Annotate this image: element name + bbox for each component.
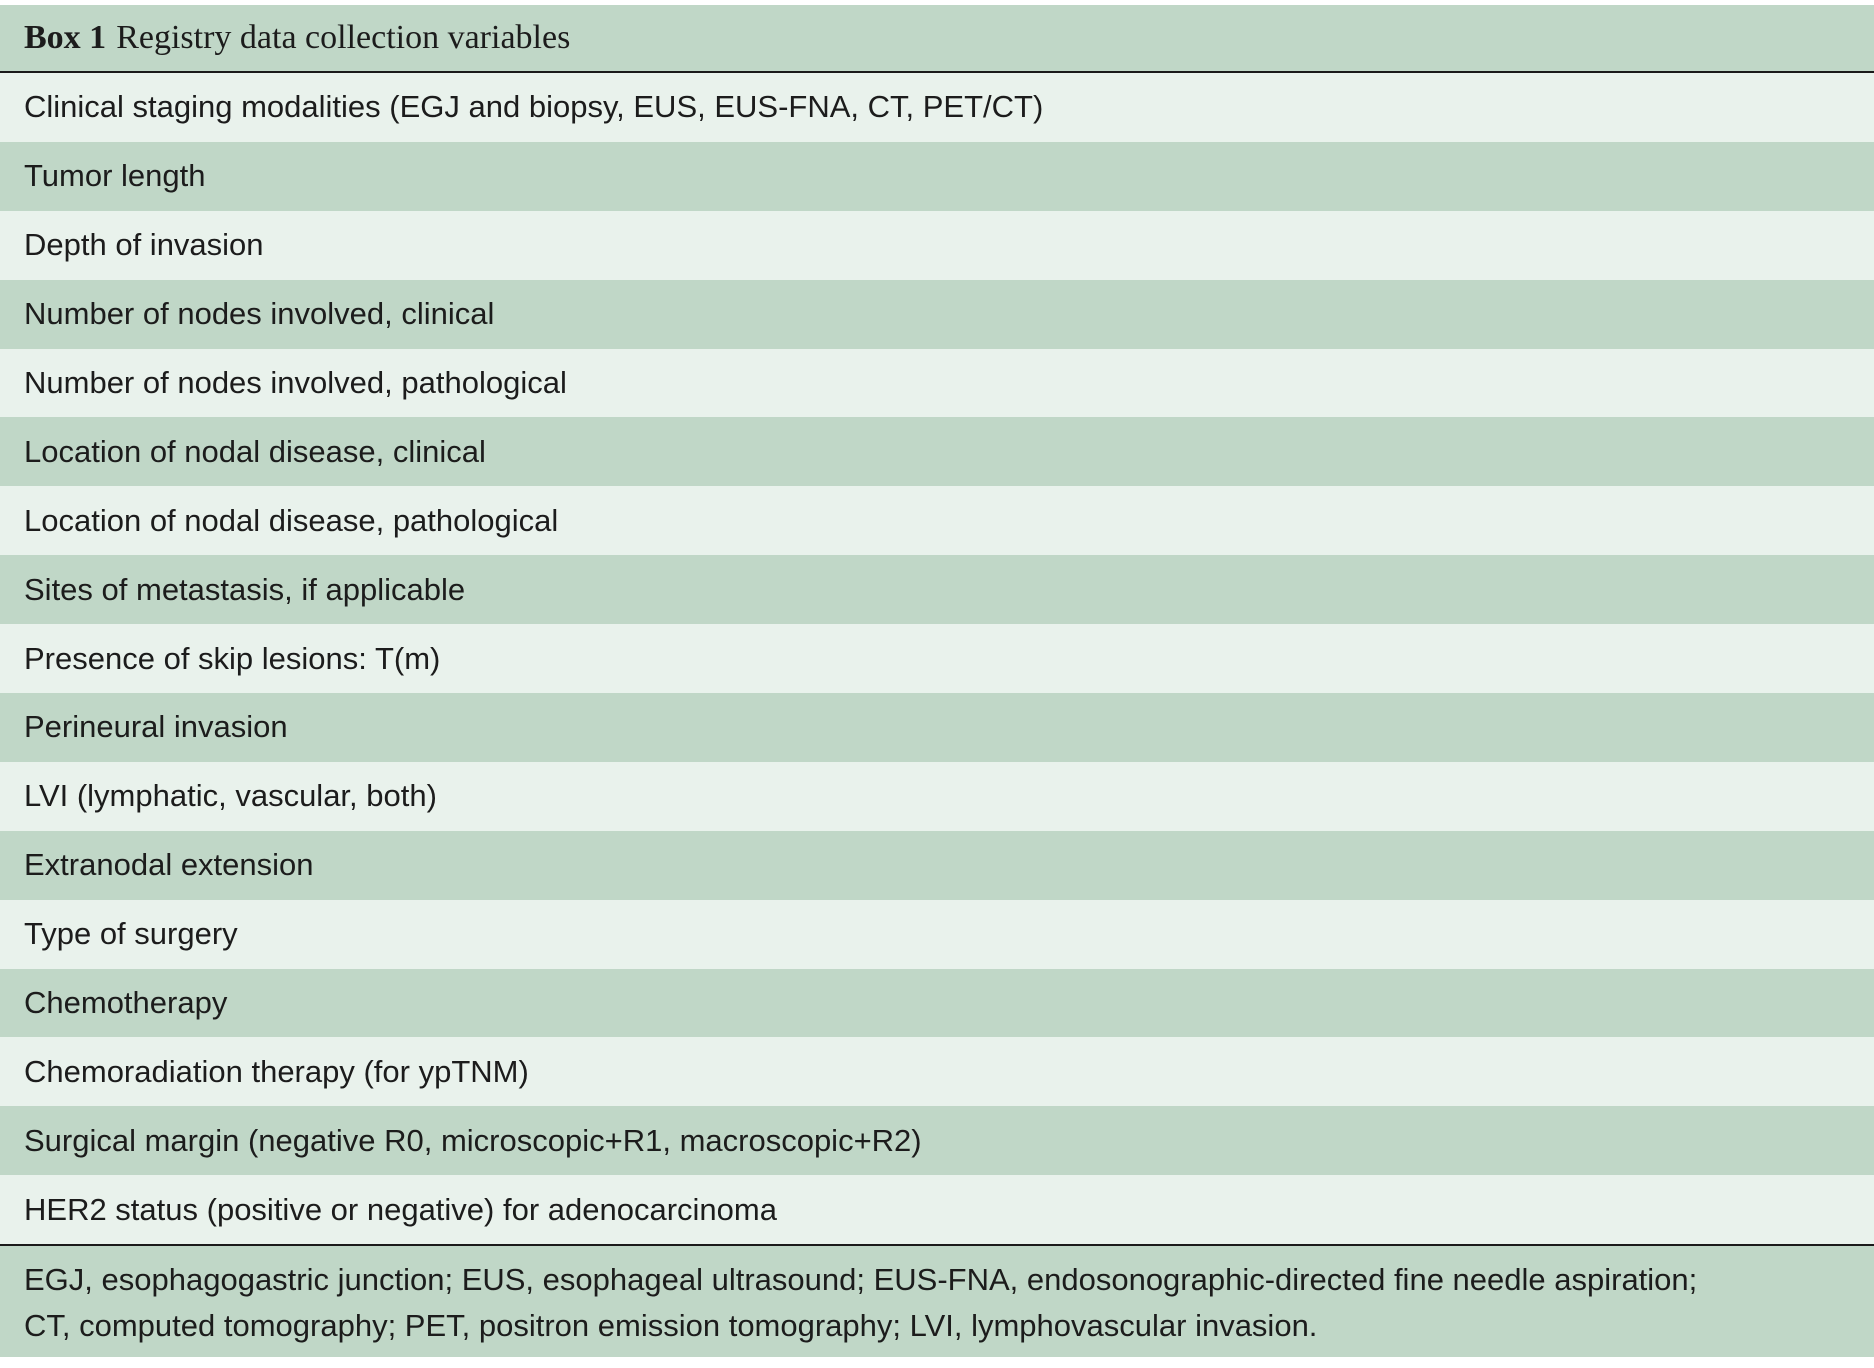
list-item: Location of nodal disease, clinical <box>0 417 1874 486</box>
list-item: Location of nodal disease, pathological <box>0 486 1874 555</box>
list-item: Extranodal extension <box>0 831 1874 900</box>
list-item: Chemotherapy <box>0 969 1874 1038</box>
footnote-line: CT, computed tomography; PET, positron emission tomography; LVI, lymphovascular invasion. <box>24 1308 1318 1344</box>
box-label: Box 1 <box>24 19 107 56</box>
registry-box <box>0 5 1874 1357</box>
list-item: Clinical staging modalities (EGJ and biopsy, EUS, EUS-FNA, CT, PET/CT) <box>0 73 1874 142</box>
list-item: Presence of skip lesions: T(m) <box>0 624 1874 693</box>
box-header <box>0 5 1874 73</box>
list-item: Tumor length <box>0 142 1874 211</box>
list-item: Chemoradiation therapy (for ypTNM) <box>0 1037 1874 1106</box>
list-item: Number of nodes involved, pathological <box>0 349 1874 418</box>
box-title: Registry data collection variables <box>116 19 571 56</box>
list-item: Number of nodes involved, clinical <box>0 280 1874 349</box>
variable-list <box>0 73 1874 1244</box>
footnote-line: EGJ, esophagogastric junction; EUS, esophageal ultrasound; EUS-FNA, endosonographic-directed fine needle aspiration; <box>24 1262 1698 1298</box>
list-item: Type of surgery <box>0 900 1874 969</box>
list-item: Surgical margin (negative R0, microscopic+R1, macroscopic+R2) <box>0 1106 1874 1175</box>
list-item: LVI (lymphatic, vascular, both) <box>0 762 1874 831</box>
list-item: Depth of invasion <box>0 211 1874 280</box>
list-item: Sites of metastasis, if applicable <box>0 555 1874 624</box>
list-item: HER2 status (positive or negative) for adenocarcinoma <box>0 1175 1874 1244</box>
list-item: Perineural invasion <box>0 693 1874 762</box>
abbreviations-footnote <box>0 1244 1874 1357</box>
